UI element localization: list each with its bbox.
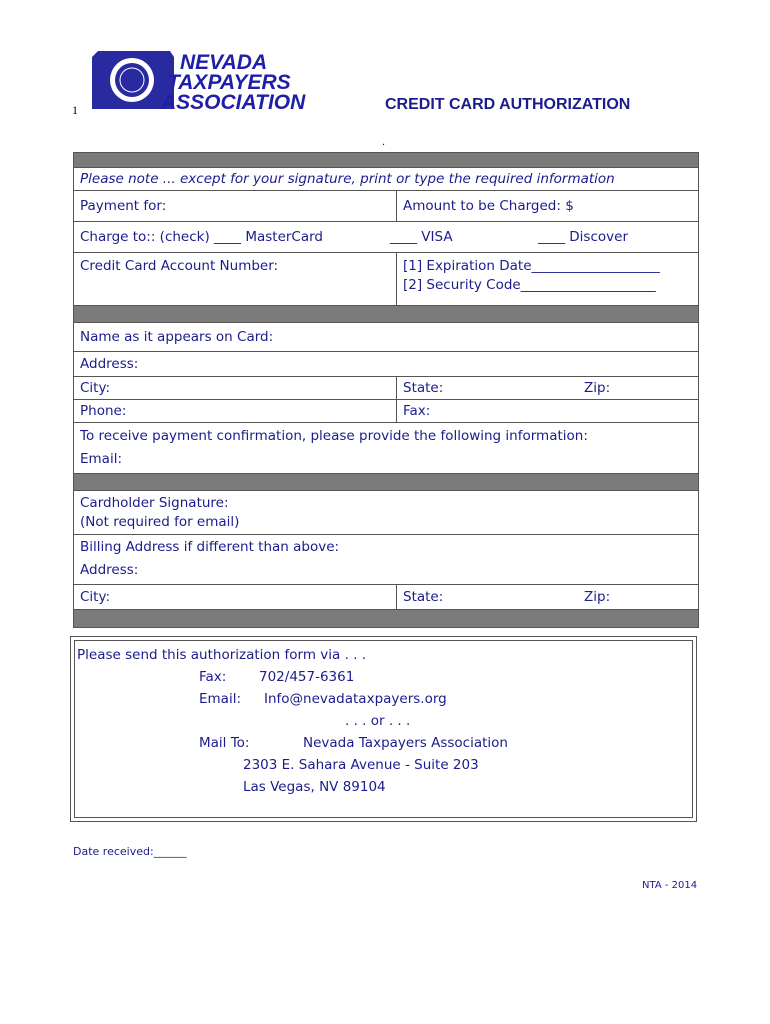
mail-city: Las Vegas, NV 89104 [243,779,386,795]
section-bar [74,474,699,491]
billing-address-field[interactable]: Address: [80,562,139,578]
confirmation-note: To receive payment confirmation, please provide the following information: [80,428,588,444]
mail-street: 2303 E. Sahara Avenue - Suite 203 [243,757,479,773]
form-note: Please note ... except for your signature, print or type the required information [74,168,699,191]
billing-city-field[interactable]: City: [74,585,397,610]
payment-for-field[interactable]: Payment for: [74,191,397,222]
section-bar [74,306,699,323]
mastercard-option[interactable]: Charge to:: (check) ____ MasterCard [80,229,323,245]
authorization-form [73,152,699,628]
or-separator: . . . or . . . [345,713,411,729]
expiration-date-field[interactable]: [1] Expiration Date___________________ [403,258,660,274]
billing-cell [74,535,699,585]
send-intro: Please send this authorization form via . . . [77,647,367,663]
page-title: CREDIT CARD AUTHORIZATION [385,96,631,113]
signature-cell[interactable] [74,491,699,535]
billing-heading: Billing Address if different than above: [80,539,340,555]
document-code: NTA - 2014 [642,880,698,891]
visa-option[interactable]: ____ VISA [390,229,453,245]
email-label: Email: [199,691,242,707]
card-details-cell [397,253,699,306]
send-instructions-box [70,636,697,822]
billing-state-field[interactable]: State: [403,589,444,605]
logo-line3: ASSOCIATION [161,91,306,113]
security-code-field[interactable]: [2] Security Code____________________ [403,277,656,293]
confirmation-cell [74,423,699,474]
state-zip-cell [397,377,699,400]
signature-label: Cardholder Signature: [80,495,229,511]
separator-dot: . [382,137,386,148]
state-field[interactable]: State: [403,380,444,396]
page-number: 1 [72,103,78,117]
account-number-field[interactable]: Credit Card Account Number: [74,253,397,306]
send-instructions-inner [74,640,693,818]
name-on-card-field[interactable]: Name as it appears on Card: [74,323,699,352]
footer-bar [74,610,699,628]
signature-note: (Not required for email) [80,514,240,530]
billing-state-zip-cell [397,585,699,610]
address-field[interactable]: Address: [74,352,699,377]
fax-field[interactable]: Fax: [397,400,699,423]
mail-to-label: Mail To: [199,735,250,751]
logo-line2: TAXPAYERS [167,71,291,94]
logo-line1: NEVADA [180,51,268,74]
mail-organization: Nevada Taxpayers Association [303,735,508,751]
amount-field[interactable]: Amount to be Charged: $ [397,191,699,222]
fax-label: Fax: [199,669,227,685]
date-received-field: Date received:______ [73,845,187,858]
discover-option[interactable]: ____ Discover [538,229,628,245]
charge-to-row [74,222,699,253]
email-field[interactable]: Email: [80,451,123,467]
header-bar [74,153,699,168]
fax-number: 702/457-6361 [259,669,355,685]
email-address-link[interactable]: Info@nevadataxpayers.org [264,691,447,707]
city-field[interactable]: City: [74,377,397,400]
nevada-taxpayers-logo [90,47,354,113]
zip-field[interactable]: Zip: [584,380,611,396]
phone-field[interactable]: Phone: [74,400,397,423]
billing-zip-field[interactable]: Zip: [584,589,611,605]
